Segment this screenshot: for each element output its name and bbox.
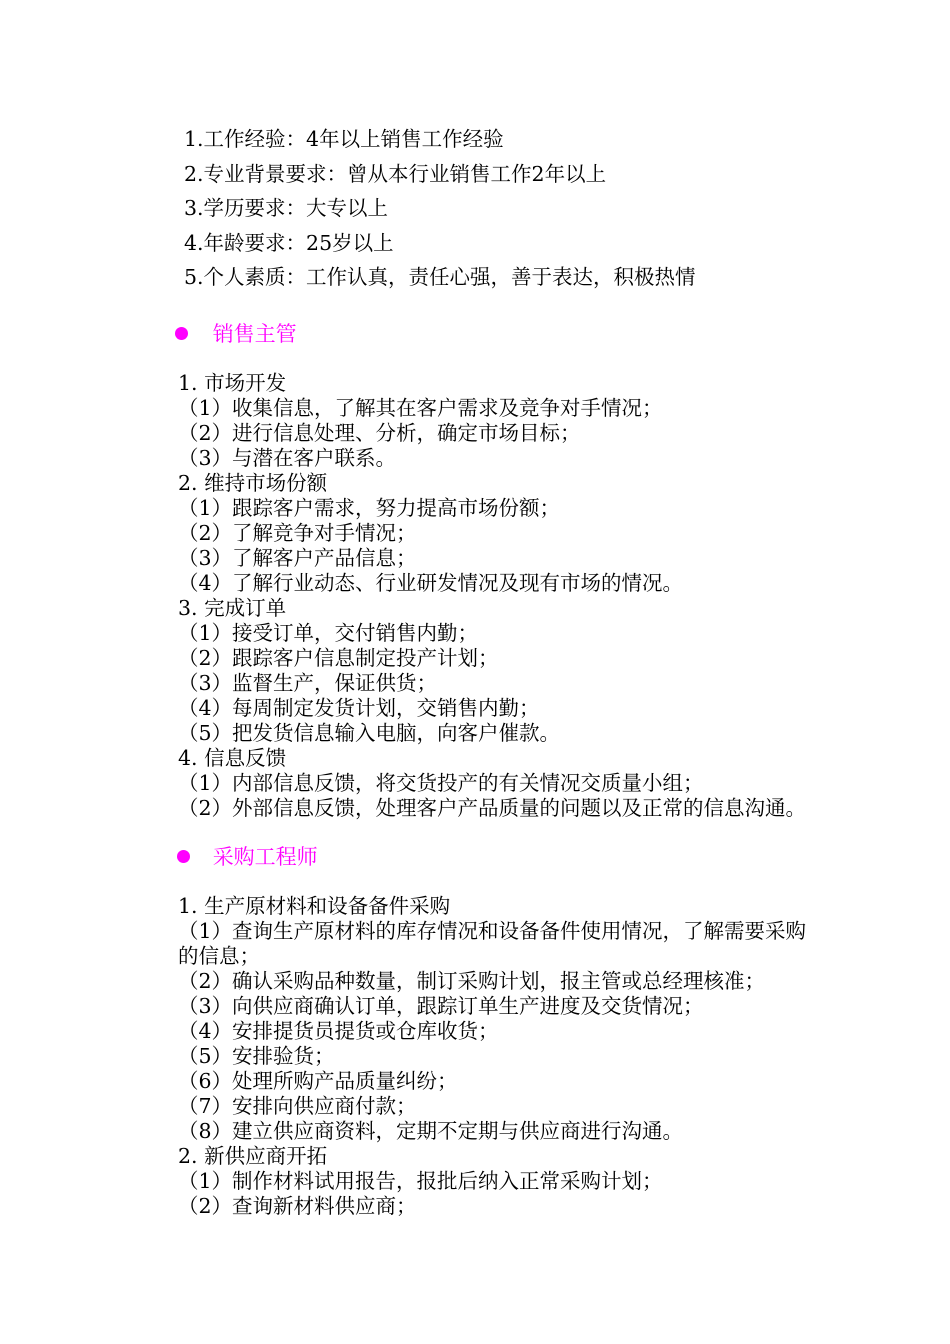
list-item: （1）跟踪客户需求，努力提高市场份额； [178,496,561,520]
subsection-heading: 4. 信息反馈 [178,746,287,770]
list-item: （1）内部信息反馈，将交货投产的有关情况交质量小组； [178,771,704,795]
subsection-heading: 1. 生产原材料和设备备件采购 [178,894,451,918]
list-item: （1）查询生产原材料的库存情况和设备备件使用情况，了解需要采购的信息； [178,919,807,968]
list-item: （5）安排验货； [178,1044,335,1068]
section-title: 销售主管 [212,322,297,346]
list-item: （4）安排提货员提货或仓库收货； [178,1019,499,1043]
section-heading-purchasing-engineer [177,842,318,872]
section-title: 采购工程师 [212,845,318,869]
list-item: （8）建立供应商资料，定期不定期与供应商进行沟通。 [178,1119,684,1143]
list-item: （4）了解行业动态、行业研发情况及现有市场的情况。 [178,571,684,595]
requirement-item: 2.专业背景要求：曾从本行业销售工作2年以上 [184,161,607,186]
list-item: （1）接受订单，交付销售内勤； [178,621,479,645]
list-item: （7）安排向供应商付款； [178,1094,417,1118]
bullet-dot-icon [175,327,188,340]
subsection-heading: 2. 新供应商开拓 [178,1144,328,1168]
requirement-item: 3.学历要求：大专以上 [184,196,389,220]
subsection-heading: 2. 维持市场份额 [178,471,328,495]
list-item: （3）与潜在客户联系。 [178,446,397,470]
subsection-heading: 1. 市场开发 [178,371,287,395]
list-item: （2）进行信息处理、分析，确定市场目标； [178,421,581,445]
section-body-sales-supervisor [178,371,818,821]
requirement-item: 5.个人素质：工作认真，责任心强，善于表达，积极热情 [184,265,696,289]
section-heading-sales-supervisor [175,319,297,349]
section-body-purchasing-engineer [178,894,818,1219]
list-item: （3）监督生产，保证供货； [178,671,438,695]
list-item: （1）收集信息，了解其在客户需求及竞争对手情况； [178,396,663,420]
requirement-item: 1.工作经验：4年以上销售工作经验 [184,127,504,151]
requirement-item: 4.年龄要求：25岁以上 [184,230,394,255]
bullet-dot-icon [177,850,190,863]
list-item: （2）了解竞争对手情况； [178,521,417,545]
list-item: （3）了解客户产品信息； [178,546,417,570]
list-item: （4）每周制定发货计划，交销售内勤； [178,696,540,720]
requirements-list [184,122,884,295]
list-item: （2）查询新材料供应商； [178,1194,417,1218]
subsection-heading: 3. 完成订单 [178,596,287,620]
list-item: （6）处理所购产品质量纠纷； [178,1069,458,1093]
list-item: （3）向供应商确认订单，跟踪订单生产进度及交货情况； [178,994,704,1018]
list-item: （1）制作材料试用报告，报批后纳入正常采购计划； [178,1169,663,1193]
list-item: （2）跟踪客户信息制定投产计划； [178,646,499,670]
list-item: （2）外部信息反馈，处理客户产品质量的问题以及正常的信息沟通。 [178,796,807,820]
list-item: （2）确认采购品种数量，制订采购计划，报主管或总经理核准； [178,969,766,993]
list-item: （5）把发货信息输入电脑，向客户催款。 [178,721,561,745]
